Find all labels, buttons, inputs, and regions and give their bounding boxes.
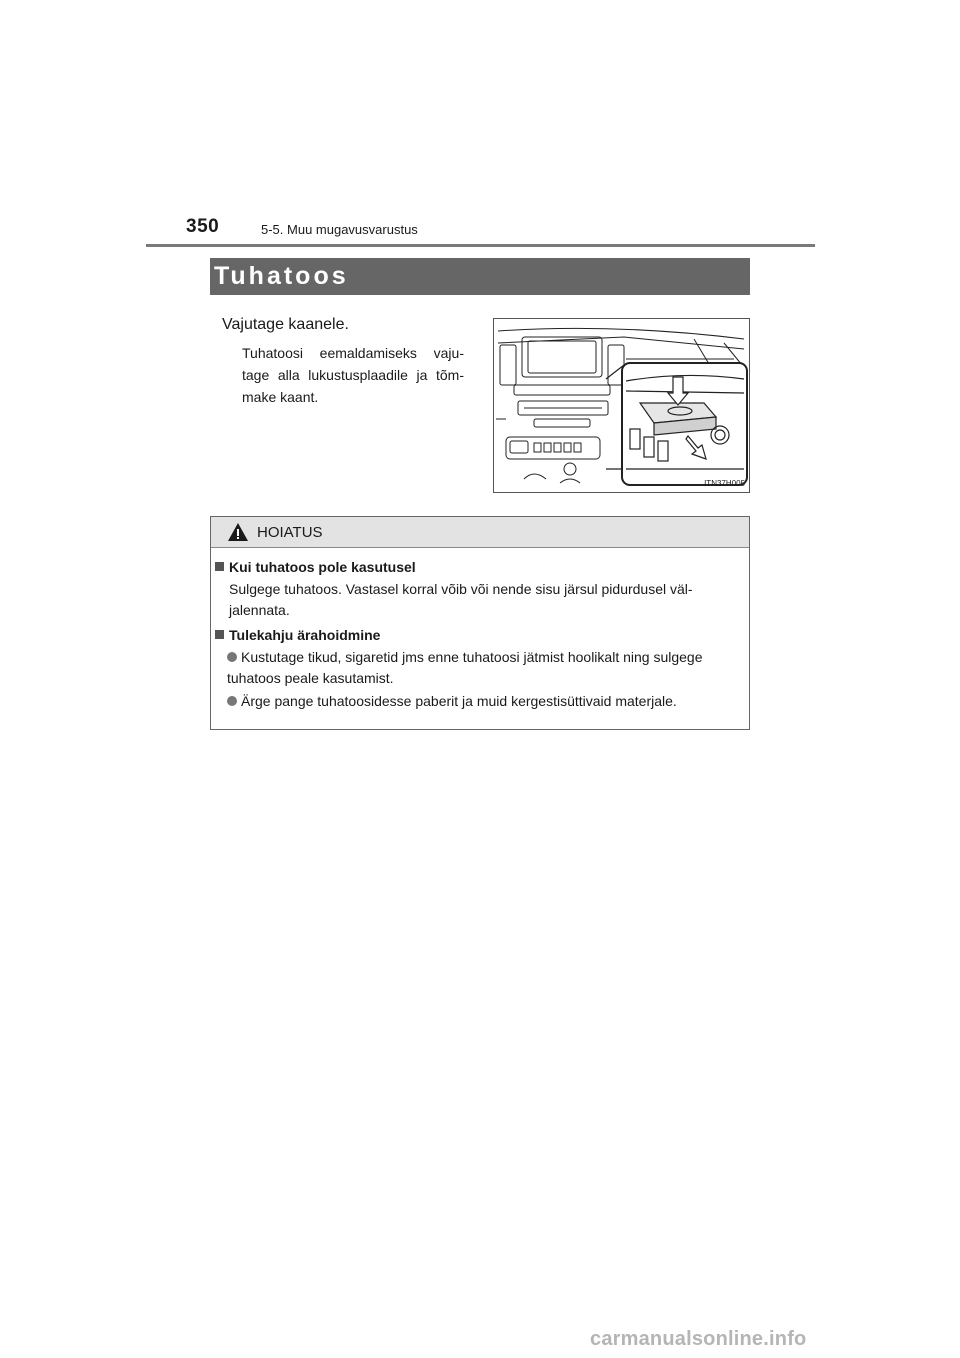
figure-code: ITN37H005 <box>704 479 745 488</box>
warning-box <box>210 516 750 730</box>
dashboard-drawing <box>494 319 749 492</box>
round-bullet-icon <box>227 696 237 706</box>
ashtray-illustration <box>493 318 750 493</box>
warning-header <box>211 517 749 548</box>
square-bullet-icon <box>215 562 224 571</box>
warning-bullet: Kustutage tikud, sigaretid jms enne tuhatoosi jätmist hoolikalt ning sulgege tuhatoos peale kasutamist. <box>227 649 703 686</box>
section-reference: 5-5. Muu mugavusvarustus <box>261 222 418 237</box>
header-rule <box>146 244 815 247</box>
warning-label: HOIATUS <box>257 524 323 541</box>
watermark: carmanualsonline.info <box>590 1328 807 1350</box>
round-bullet-icon <box>227 652 237 662</box>
step-instruction: Vajutage kaanele. <box>222 316 349 333</box>
step-note: Tuhatoosi eemaldamiseks vaju-tage alla lukustusplaadile ja tõm-make kaant. <box>242 345 464 405</box>
page-number: 350 <box>186 216 220 237</box>
warning-bullet: Ärge pange tuhatoosidesse paberit ja muid kergestisüttivaid materjale. <box>227 691 747 712</box>
warning-item-heading: Tulekahju ärahoidmine <box>215 625 380 646</box>
warning-item-text: Sulgege tuhatoos. Vastasel korral võib või nende sisu järsul pidurdusel väl-jalennata. <box>229 581 693 618</box>
section-title: Tuhatoos <box>214 262 349 290</box>
warning-item-heading: Kui tuhatoos pole kasutusel <box>215 557 416 578</box>
square-bullet-icon <box>215 630 224 639</box>
section-title-bar <box>210 258 750 295</box>
warning-triangle-icon <box>227 522 249 542</box>
